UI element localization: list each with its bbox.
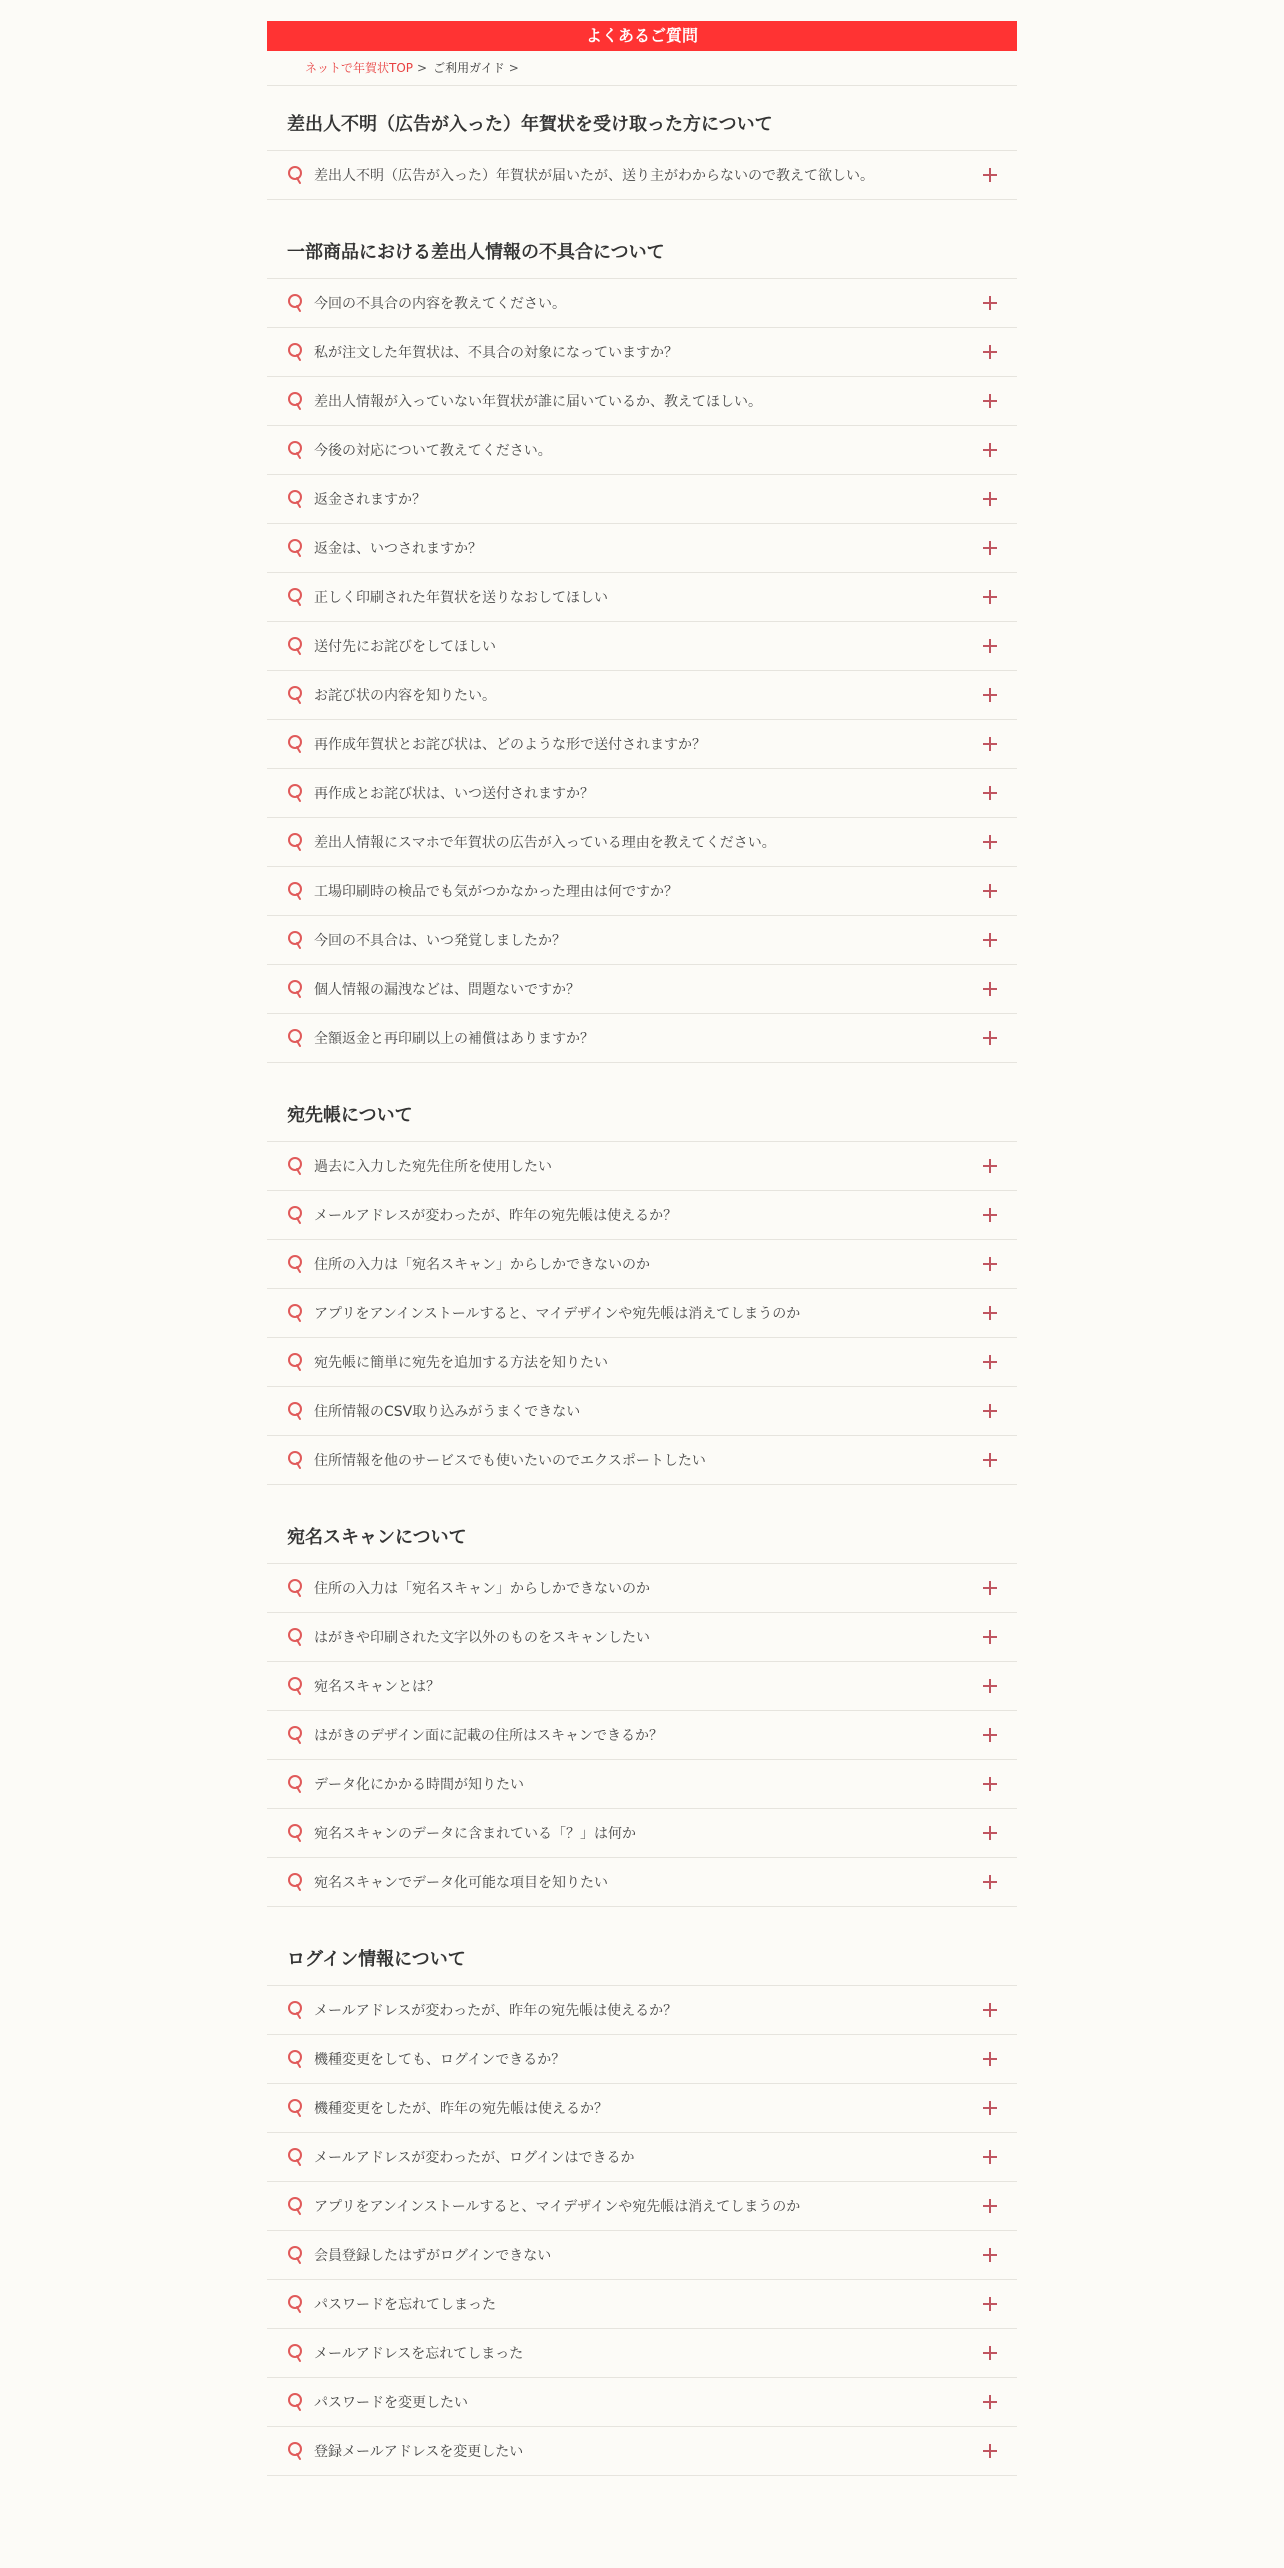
question-item[interactable]: [267, 475, 1017, 524]
expand-plus-icon[interactable]: [983, 2052, 997, 2066]
question-q-icon: [286, 538, 306, 558]
question-text: お詫び状の内容を知りたい。: [314, 688, 496, 704]
expand-plus-icon[interactable]: [983, 590, 997, 604]
question-item[interactable]: [267, 2133, 1017, 2182]
question-text: アプリをアンインストールすると、マイデザインや宛先帳は消えてしまうのか: [314, 2199, 801, 2215]
expand-plus-icon[interactable]: [983, 541, 997, 555]
question-q-icon: [286, 2196, 306, 2216]
expand-plus-icon[interactable]: [983, 2297, 997, 2311]
question-text: 再作成年賀状とお詫び状は、どのような形で送付されますか？: [314, 737, 706, 753]
expand-plus-icon[interactable]: [983, 2150, 997, 2164]
expand-plus-icon[interactable]: [983, 1306, 997, 1320]
question-text: はがきや印刷された文字以外のものをスキャンしたい: [314, 1630, 650, 1646]
expand-plus-icon[interactable]: [983, 2199, 997, 2213]
question-q-icon: [286, 1401, 306, 1421]
question-text: はがきのデザイン面に記載の住所はスキャンできるか？: [314, 1728, 664, 1744]
expand-plus-icon[interactable]: [983, 1159, 997, 1173]
question-text: 登録メールアドレスを変更したい: [314, 2444, 524, 2460]
question-q-icon: [286, 2245, 306, 2265]
question-q-icon: [286, 636, 306, 656]
expand-plus-icon[interactable]: [983, 982, 997, 996]
question-text: パスワードを変更したい: [314, 2395, 468, 2411]
question-text: 住所情報を他のサービスでも使いたいのでエクスポートしたい: [314, 1453, 706, 1469]
expand-plus-icon[interactable]: [983, 688, 997, 702]
expand-plus-icon[interactable]: [983, 1208, 997, 1222]
question-q-icon: [286, 783, 306, 803]
question-item[interactable]: [267, 1613, 1017, 1662]
question-text: パスワードを忘れてしまった: [314, 2297, 496, 2313]
question-item[interactable]: [267, 867, 1017, 916]
question-text: 返金されますか？: [314, 492, 426, 508]
question-text: 差出人情報にスマホで年賀状の広告が入っている理由を教えてください。: [314, 835, 776, 851]
question-q-icon: [286, 685, 306, 705]
expand-plus-icon[interactable]: [983, 1728, 997, 1742]
expand-plus-icon[interactable]: [983, 1581, 997, 1595]
expand-plus-icon[interactable]: [983, 835, 997, 849]
question-text: 宛名スキャンでデータ化可能な項目を知りたい: [314, 1875, 608, 1891]
question-item[interactable]: [267, 524, 1017, 573]
expand-plus-icon[interactable]: [983, 2444, 997, 2458]
question-item[interactable]: [267, 2329, 1017, 2378]
section-title: 宛名スキャンについて: [287, 1527, 467, 1548]
question-item[interactable]: [267, 916, 1017, 965]
question-text: メールアドレスが変わったが、昨年の宛先帳は使えるか？: [314, 2003, 678, 2019]
question-text: 再作成とお詫び状は、いつ送付されますか？: [314, 786, 594, 802]
page-title: よくあるご質問: [585, 26, 698, 45]
question-q-icon: [286, 342, 306, 362]
question-q-icon: [286, 1205, 306, 1225]
question-text: 個人情報の漏洩などは、問題ないですか？: [314, 982, 580, 998]
question-q-icon: [286, 1303, 306, 1323]
question-q-icon: [286, 2441, 306, 2461]
section-title: 宛先帳について: [287, 1105, 413, 1126]
question-list: [267, 150, 1017, 200]
expand-plus-icon[interactable]: [983, 786, 997, 800]
expand-plus-icon[interactable]: [983, 443, 997, 457]
question-item[interactable]: [267, 328, 1017, 377]
question-item[interactable]: [267, 1760, 1017, 1809]
question-q-icon: [286, 979, 306, 999]
question-q-icon: [286, 489, 306, 509]
question-text: 会員登録したはずがログインできない: [314, 2248, 552, 2264]
question-item[interactable]: [267, 1662, 1017, 1711]
question-item[interactable]: [267, 622, 1017, 671]
question-list: [267, 1141, 1017, 1485]
expand-plus-icon[interactable]: [983, 296, 997, 310]
expand-plus-icon[interactable]: [983, 884, 997, 898]
question-item[interactable]: [267, 426, 1017, 475]
question-text: 私が注文した年賀状は、不具合の対象になっていますか？: [314, 345, 678, 361]
question-q-icon: [286, 293, 306, 313]
expand-plus-icon[interactable]: [983, 492, 997, 506]
question-text: メールアドレスが変わったが、昨年の宛先帳は使えるか？: [314, 1208, 678, 1224]
expand-plus-icon[interactable]: [983, 639, 997, 653]
question-q-icon: [286, 1254, 306, 1274]
question-item[interactable]: [267, 2084, 1017, 2133]
question-item[interactable]: [267, 2427, 1017, 2476]
question-item[interactable]: [267, 1289, 1017, 1338]
question-item[interactable]: [267, 573, 1017, 622]
question-q-icon: [286, 1872, 306, 1892]
question-item[interactable]: [267, 2182, 1017, 2231]
expand-plus-icon[interactable]: [983, 1777, 997, 1791]
question-item[interactable]: [267, 1338, 1017, 1387]
question-item[interactable]: [267, 2280, 1017, 2329]
question-item[interactable]: [267, 1387, 1017, 1436]
question-item[interactable]: [267, 1240, 1017, 1289]
question-text: 工場印刷時の検品でも気がつかなかった理由は何ですか？: [314, 884, 678, 900]
question-text: データ化にかかる時間が知りたい: [314, 1777, 524, 1793]
faq-sections: [267, 100, 1017, 2476]
expand-plus-icon[interactable]: [983, 1355, 997, 1369]
question-q-icon: [286, 1450, 306, 1470]
question-q-icon: [286, 1156, 306, 1176]
question-item[interactable]: [267, 671, 1017, 720]
question-text: 宛名スキャンのデータに含まれている「？」は何か: [314, 1826, 636, 1842]
expand-plus-icon[interactable]: [983, 1404, 997, 1418]
question-text: 機種変更をしたが、昨年の宛先帳は使えるか？: [314, 2101, 608, 2117]
question-q-icon: [286, 587, 306, 607]
expand-plus-icon[interactable]: [983, 933, 997, 947]
expand-plus-icon[interactable]: [983, 1031, 997, 1045]
question-item[interactable]: [267, 1986, 1017, 2035]
breadcrumb: [267, 51, 1017, 86]
question-text: 機種変更をしても、ログインできるか？: [314, 2052, 566, 2068]
question-q-icon: [286, 1676, 306, 1696]
question-text: 今回の不具合は、いつ発覚しましたか？: [314, 933, 566, 949]
question-item[interactable]: [267, 2378, 1017, 2427]
breadcrumb-separator: >: [508, 61, 519, 75]
question-text: 送付先にお詫びをしてほしい: [314, 639, 496, 655]
question-q-icon: [286, 2098, 306, 2118]
breadcrumb-link-top[interactable]: ネットで年賀状TOP: [305, 61, 414, 75]
expand-plus-icon[interactable]: [983, 1679, 997, 1693]
question-q-icon: [286, 881, 306, 901]
question-text: 住所情報のCSV取り込みがうまくできない: [314, 1404, 581, 1420]
question-q-icon: [286, 2392, 306, 2412]
question-text: 全額返金と再印刷以上の補償はありますか？: [314, 1031, 594, 1047]
question-text: 住所の入力は「宛名スキャン」からしかできないのか: [314, 1581, 650, 1597]
question-text: 今回の不具合の内容を教えてください。: [314, 296, 566, 312]
question-text: メールアドレスが変わったが、ログインはできるか: [314, 2150, 635, 2166]
expand-plus-icon[interactable]: [983, 1875, 997, 1889]
question-text: メールアドレスを忘れてしまった: [314, 2346, 524, 2362]
question-item[interactable]: [267, 151, 1017, 200]
expand-plus-icon[interactable]: [983, 345, 997, 359]
expand-plus-icon[interactable]: [983, 2346, 997, 2360]
question-q-icon: [286, 1774, 306, 1794]
question-item[interactable]: [267, 2035, 1017, 2084]
question-list: [267, 1563, 1017, 1907]
question-q-icon: [286, 165, 306, 185]
question-item[interactable]: [267, 818, 1017, 867]
question-item[interactable]: [267, 965, 1017, 1014]
question-q-icon: [286, 734, 306, 754]
expand-plus-icon[interactable]: [983, 1257, 997, 1271]
question-text: 差出人不明（広告が入った）年賀状が届いたが、送り主がわからないので教えて欲しい。: [314, 168, 874, 184]
breadcrumb-separator: >: [417, 61, 428, 75]
question-q-icon: [286, 2294, 306, 2314]
question-q-icon: [286, 930, 306, 950]
question-q-icon: [286, 2049, 306, 2069]
question-q-icon: [286, 1578, 306, 1598]
question-text: 今後の対応について教えてください。: [314, 443, 552, 459]
question-item[interactable]: [267, 1564, 1017, 1613]
question-item[interactable]: [267, 377, 1017, 426]
question-item[interactable]: [267, 769, 1017, 818]
question-text: 住所の入力は「宛名スキャン」からしかできないのか: [314, 1257, 650, 1273]
expand-plus-icon[interactable]: [983, 2101, 997, 2115]
question-list: [267, 278, 1017, 1063]
section-title: 一部商品における差出人情報の不具合について: [287, 242, 665, 263]
question-text: 正しく印刷された年賀状を送りなおしてほしい: [314, 590, 608, 606]
question-item[interactable]: [267, 1711, 1017, 1760]
question-text: 返金は、いつされますか？: [314, 541, 482, 557]
question-item[interactable]: [267, 279, 1017, 328]
expand-plus-icon[interactable]: [983, 737, 997, 751]
question-item[interactable]: [267, 1142, 1017, 1191]
question-q-icon: [286, 1725, 306, 1745]
question-item[interactable]: [267, 1014, 1017, 1063]
faq-page: [267, 21, 1017, 2476]
question-q-icon: [286, 391, 306, 411]
question-q-icon: [286, 1627, 306, 1647]
expand-plus-icon[interactable]: [983, 2395, 997, 2409]
question-q-icon: [286, 2343, 306, 2363]
expand-plus-icon[interactable]: [983, 2003, 997, 2017]
section-title: ログイン情報について: [287, 1949, 466, 1970]
question-text: 宛先帳に簡単に宛先を追加する方法を知りたい: [314, 1355, 608, 1371]
question-q-icon: [286, 1823, 306, 1843]
question-q-icon: [286, 2147, 306, 2167]
question-q-icon: [286, 832, 306, 852]
question-q-icon: [286, 440, 306, 460]
section-title: 差出人不明（広告が入った）年賀状を受け取った方について: [287, 114, 773, 135]
expand-plus-icon[interactable]: [983, 1453, 997, 1467]
question-item[interactable]: [267, 720, 1017, 769]
expand-plus-icon[interactable]: [983, 394, 997, 408]
question-text: 差出人情報が入っていない年賀状が誰に届いているか、教えてほしい。: [314, 394, 762, 410]
expand-plus-icon[interactable]: [983, 1826, 997, 1840]
question-text: 過去に入力した宛先住所を使用したい: [314, 1159, 552, 1175]
question-q-icon: [286, 1028, 306, 1048]
question-list: [267, 1985, 1017, 2476]
question-item[interactable]: [267, 1436, 1017, 1485]
question-text: 宛名スキャンとは？: [314, 1679, 440, 1695]
question-q-icon: [286, 2000, 306, 2020]
question-item[interactable]: [267, 1809, 1017, 1858]
question-text: アプリをアンインストールすると、マイデザインや宛先帳は消えてしまうのか: [314, 1306, 801, 1322]
breadcrumb-current: ご利用ガイド: [433, 61, 505, 75]
question-item[interactable]: [267, 1858, 1017, 1907]
question-q-icon: [286, 1352, 306, 1372]
question-item[interactable]: [267, 1191, 1017, 1240]
question-item[interactable]: [267, 2231, 1017, 2280]
expand-plus-icon[interactable]: [983, 1630, 997, 1644]
expand-plus-icon[interactable]: [983, 168, 997, 182]
page-header: [267, 21, 1017, 51]
expand-plus-icon[interactable]: [983, 2248, 997, 2262]
